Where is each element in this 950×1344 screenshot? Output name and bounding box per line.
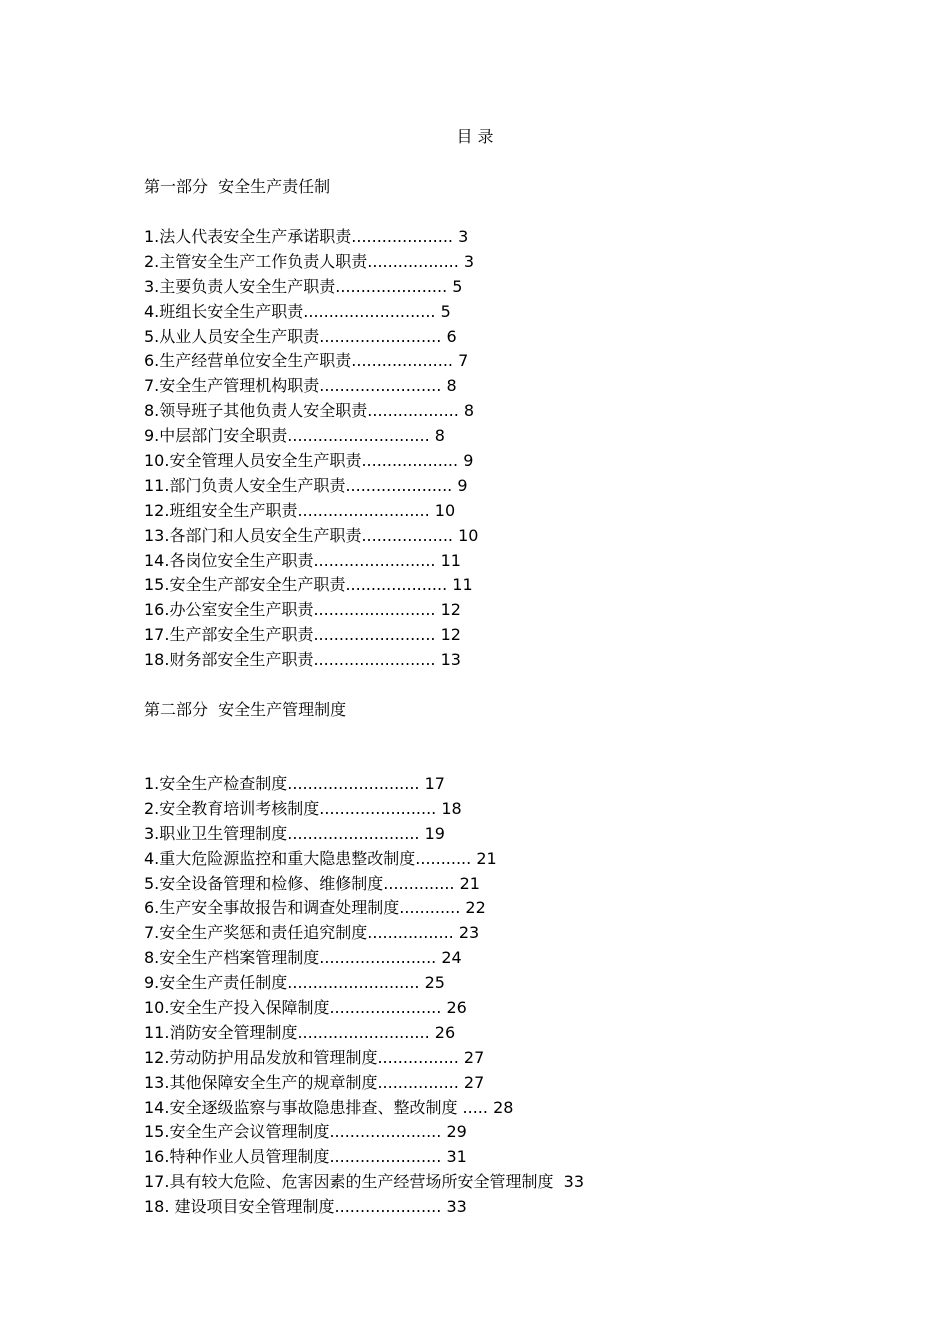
toc-entry[interactable] (144, 1195, 584, 1220)
toc-entry-leader: ................... (361, 451, 459, 471)
toc-entry-text: 14.安全逐级监察与事故隐患排查、整改制度 (144, 1097, 458, 1117)
toc-entry-page: 21 (459, 873, 480, 893)
toc-entry-page: 26 (434, 1022, 456, 1042)
toc-entry-text: 18. 建设项目安全管理制度 (144, 1197, 335, 1217)
toc-entry-text: 7.安全生产奖惩和责任追究制度 (144, 923, 368, 943)
toc-entry-page: 18 (441, 798, 462, 818)
toc-entry-text: 16.办公室安全生产职责 (144, 600, 314, 620)
toc-entry[interactable] (144, 499, 478, 524)
toc-entry-leader: .......................... (303, 301, 436, 321)
toc-entry[interactable] (144, 399, 478, 424)
toc-entry[interactable] (144, 872, 584, 897)
toc-entry-text: 12.班组安全生产职责 (144, 500, 298, 520)
toc-entry-page: 3 (458, 227, 469, 246)
toc-entry[interactable] (144, 598, 478, 623)
toc-entry-page: 28 (493, 1097, 514, 1117)
toc-entry[interactable] (144, 648, 478, 673)
toc-entry-leader: .......................... (287, 774, 420, 793)
toc-entry-leader: ....................... (319, 948, 437, 968)
toc-entry[interactable] (144, 946, 584, 971)
toc-title: 目 录 (456, 127, 494, 146)
toc-entry[interactable] (144, 573, 478, 598)
toc-entry-text: 8.安全生产档案管理制度 (144, 948, 320, 968)
toc-entry[interactable] (144, 971, 584, 996)
toc-entry-text: 11.部门负责人安全生产职责 (144, 475, 346, 495)
toc-entry-text: 17.具有较大危险、危害因素的生产经营场所安全管理制度 (144, 1172, 554, 1192)
toc-entry[interactable] (144, 772, 584, 797)
toc-entry[interactable] (144, 424, 478, 449)
toc-entry[interactable] (144, 822, 584, 847)
toc-entry-text: 9.中层部门安全职责 (144, 426, 288, 446)
toc-entry-page: 11 (452, 575, 473, 595)
toc-entry[interactable] (144, 896, 584, 921)
toc-entry-page: 24 (441, 948, 462, 968)
toc-entry-leader: ........................ (313, 625, 436, 645)
toc-entry-text: 5.从业人员安全生产职责 (144, 326, 320, 346)
toc-entry-leader: ........................ (313, 550, 436, 570)
toc-entry-text: 11.消防安全管理制度 (144, 1022, 298, 1042)
toc-entry-leader: .................... (351, 351, 453, 371)
toc-entry-text: 4.重大危险源监控和重大隐患整改制度 (144, 848, 416, 868)
toc-entry-text: 4.班组长安全生产职责 (144, 301, 304, 321)
toc-entry-page: 9 (457, 475, 468, 495)
toc-entry-leader: ................. (367, 923, 454, 943)
toc-entry-leader: ...................... (329, 1147, 442, 1167)
toc-entry[interactable] (144, 623, 478, 648)
toc-entry[interactable] (144, 1145, 584, 1170)
toc-entry[interactable] (144, 797, 584, 822)
toc-entry[interactable] (144, 524, 478, 549)
toc-entry-leader: ................ (377, 1047, 459, 1067)
toc-entry-text: 5.安全设备管理和检修、维修制度 (144, 873, 384, 893)
toc-entry[interactable] (144, 1120, 584, 1145)
toc-entry-leader: .................. (361, 525, 453, 545)
toc-entry-leader: ...................... (335, 276, 448, 296)
toc-entry-text: 2.安全教育培训考核制度 (144, 798, 320, 818)
toc-entry-text: 17.生产部安全生产职责 (144, 625, 314, 645)
toc-entry[interactable] (144, 349, 478, 374)
toc-entry-leader: ............................ (287, 426, 430, 446)
toc-entry[interactable] (144, 1096, 584, 1121)
toc-entry-text: 3.主要负责人安全生产职责 (144, 276, 336, 296)
toc-entry-page: 33 (446, 1197, 467, 1217)
toc-entry-text: 7.安全生产管理机构职责 (144, 376, 320, 396)
toc-entry-page: 10 (458, 525, 479, 545)
toc-entry-leader: .................... (351, 227, 453, 246)
toc-entry-text: 9.安全生产责任制度 (144, 973, 288, 993)
toc-entry[interactable] (144, 250, 478, 275)
toc-entry-page: 29 (446, 1122, 467, 1142)
part2-heading: 第二部分 安全生产管理制度 (144, 700, 347, 719)
toc-entry[interactable] (144, 225, 478, 250)
toc-entry-page: 33 (563, 1172, 584, 1192)
part1-toc-list (144, 225, 478, 673)
toc-entry-page: 27 (463, 1072, 485, 1092)
toc-entry-leader: ....................... (319, 798, 437, 818)
toc-entry-leader: ................ (377, 1072, 459, 1092)
toc-entry[interactable] (144, 449, 478, 474)
toc-entry-text: 12.劳动防护用品发放和管理制度 (144, 1047, 378, 1067)
toc-entry-page: 21 (476, 848, 497, 868)
toc-entry-page: 7 (458, 351, 469, 371)
toc-entry-text: 8.领导班子其他负责人安全职责 (144, 401, 368, 421)
toc-entry-page: 31 (446, 1147, 467, 1167)
toc-entry-page: 22 (465, 898, 486, 918)
toc-entry-leader: ........... (415, 848, 472, 868)
toc-entry-page: 8 (463, 401, 475, 421)
toc-entry-leader: .......................... (287, 823, 420, 843)
toc-entry-leader: .................... (345, 575, 448, 595)
toc-entry-page: 5 (440, 301, 451, 321)
toc-entry-text: 16.特种作业人员管理制度 (144, 1147, 330, 1167)
toc-entry[interactable] (144, 996, 584, 1021)
toc-entry[interactable] (144, 275, 478, 300)
toc-entry-page: 10 (434, 500, 456, 520)
toc-entry-text: 14.各岗位安全生产职责 (144, 550, 314, 570)
toc-entry[interactable] (144, 325, 478, 350)
toc-entry-page: 27 (463, 1047, 485, 1067)
toc-entry-leader: ..................... (334, 1197, 442, 1217)
toc-entry-leader: ............ (399, 898, 461, 918)
toc-entry-leader: ........................ (319, 376, 442, 396)
toc-entry-page: 8 (434, 426, 445, 446)
toc-entry-leader: .......................... (297, 500, 430, 520)
toc-entry-text: 15.安全生产部安全生产职责 (144, 575, 346, 595)
toc-entry[interactable] (144, 300, 478, 325)
toc-entry-leader: .................. (367, 251, 459, 271)
toc-entry-page: 3 (463, 251, 475, 271)
toc-entry-leader: ........................ (319, 326, 442, 346)
toc-entry-page: 9 (463, 451, 474, 471)
toc-entry-page: 26 (446, 998, 467, 1018)
toc-entry-text: 6.生产安全事故报告和调查处理制度 (144, 898, 400, 918)
toc-entry-leader: ..... (457, 1097, 488, 1117)
toc-entry[interactable] (144, 1071, 584, 1096)
toc-entry-page: 25 (424, 973, 445, 993)
part1-heading: 第一部分 安全生产责任制 (144, 177, 331, 196)
toc-entry-page: 6 (446, 326, 457, 346)
toc-entry-leader: ........................ (313, 650, 436, 670)
toc-entry-page: 12 (440, 625, 461, 645)
toc-entry-text: 13.各部门和人员安全生产职责 (144, 525, 362, 545)
toc-entry-leader: .................. (367, 401, 459, 421)
toc-entry[interactable] (144, 921, 584, 946)
toc-entry-leader: ........................ (313, 600, 436, 620)
toc-entry-page: 8 (446, 376, 457, 396)
toc-entry-page: 12 (440, 600, 461, 620)
toc-entry-text: 15.安全生产会议管理制度 (144, 1122, 330, 1142)
toc-entry-text: 1.法人代表安全生产承诺职责 (144, 227, 352, 246)
toc-entry[interactable] (144, 1046, 584, 1071)
toc-entry-leader: .......................... (287, 973, 420, 993)
toc-entry-page: 13 (440, 650, 461, 670)
part2-toc-list (144, 772, 584, 1220)
toc-entry-leader: .......................... (297, 1022, 430, 1042)
toc-entry-text: 10.安全生产投入保障制度 (144, 998, 330, 1018)
toc-entry-text: 3.职业卫生管理制度 (144, 823, 288, 843)
toc-entry-text: 13.其他保障安全生产的规章制度 (144, 1072, 378, 1092)
toc-entry[interactable] (144, 847, 584, 872)
toc-entry-page: 17 (424, 774, 445, 793)
toc-entry-leader: .............. (383, 873, 455, 893)
toc-entry-page: 5 (452, 276, 463, 296)
toc-entry-text: 18.财务部安全生产职责 (144, 650, 314, 670)
toc-entry-leader: ...................... (329, 998, 442, 1018)
toc-entry[interactable] (144, 474, 478, 499)
toc-entry[interactable] (144, 549, 478, 574)
toc-entry-leader: ...................... (329, 1122, 442, 1142)
toc-entry-page: 23 (458, 923, 480, 943)
toc-entry[interactable] (144, 1021, 584, 1046)
toc-entry-leader: ..................... (345, 475, 453, 495)
toc-entry-page: 19 (424, 823, 445, 843)
toc-entry[interactable] (144, 374, 478, 399)
toc-entry[interactable] (144, 1170, 584, 1195)
toc-entry-text: 1.安全生产检查制度 (144, 774, 288, 793)
toc-entry-text: 6.生产经营单位安全生产职责 (144, 351, 352, 371)
toc-entry-text: 10.安全管理人员安全生产职责 (144, 451, 362, 471)
toc-entry-text: 2.主管安全生产工作负责人职责 (144, 251, 368, 271)
toc-entry-page: 11 (440, 550, 461, 570)
